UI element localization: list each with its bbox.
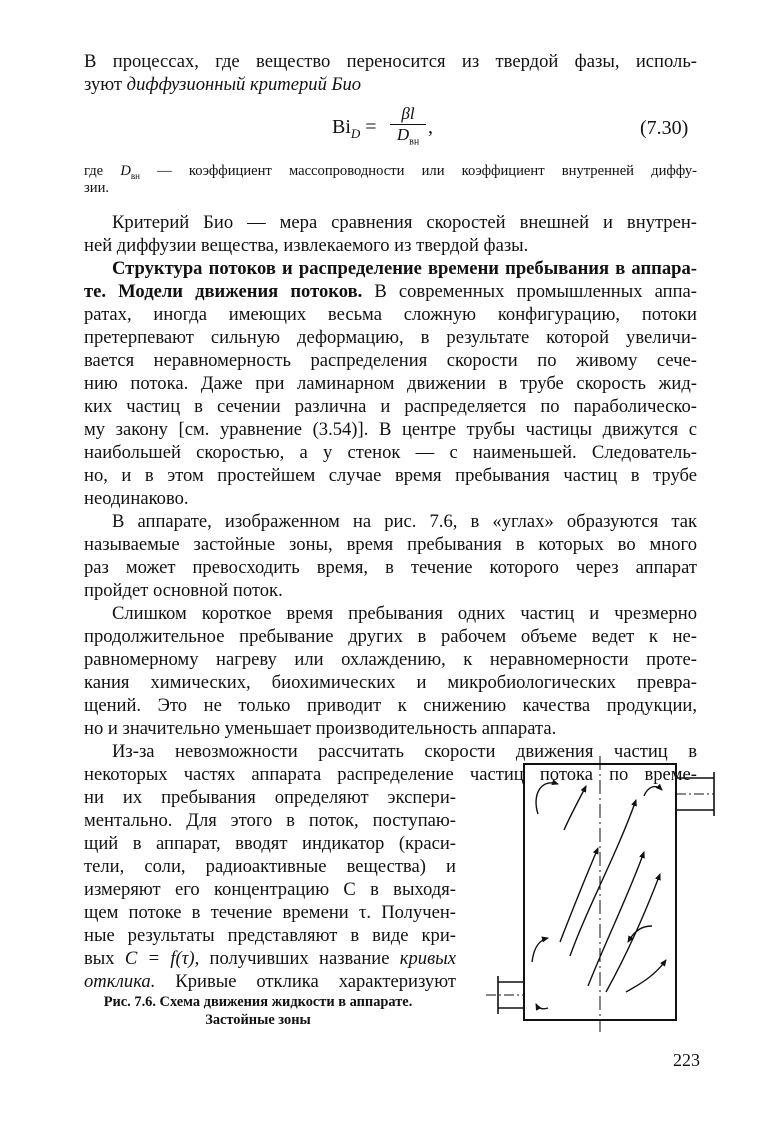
paragraph5-line: продолжительное пребывание других в рабочем объеме ведет к не- <box>84 626 697 647</box>
flow-streamlines <box>532 783 666 1009</box>
paragraph4-line: раз может превосходить время, в течение которого через аппарат <box>84 557 697 578</box>
section-heading-line2 <box>84 280 697 303</box>
formula-lhs-subscript: D <box>350 126 361 141</box>
where-note-line2: зии. <box>84 180 110 196</box>
formula-fraction <box>390 104 426 152</box>
equation-number: (7.30) <box>640 117 689 139</box>
section-heading-bold: те. Модели движения потоков. <box>84 281 363 302</box>
paragraph1-line2-text: зуют <box>84 74 127 95</box>
section-heading-rest: В современных промышленных аппа- <box>362 281 697 302</box>
curve-formula: C = f(τ) <box>124 948 195 969</box>
paragraph6-line: Из-за невозможности рассчитать скорости движения частиц в <box>112 741 697 762</box>
paragraph4-line: В аппарате, изображенном на рис. 7.6, в «углах» образуются так <box>112 511 697 532</box>
curve-line-middle: , получивших название <box>194 948 400 969</box>
section-line: неодинаково. <box>84 488 189 509</box>
streamline <box>628 926 652 942</box>
section-heading-line1: Структура потоков и распределение времени пребывания в аппара- <box>112 258 697 279</box>
streamline <box>564 786 586 830</box>
where-note-text: — коэффициент массопроводности или коэффициент внутренней диффу- <box>139 163 698 179</box>
stagnation-vortex-top-right <box>644 787 662 796</box>
where-note-symbol: D <box>120 163 131 179</box>
paragraph4-line: называемые застойные зоны, время пребывания в которых во много <box>84 534 697 555</box>
where-note-prefix: где <box>84 163 121 179</box>
formula-comma: , <box>428 116 433 138</box>
paragraph6-curve-line <box>84 947 456 970</box>
paragraph4-line: пройдет основной поток. <box>84 580 283 601</box>
formula-numerator: βl <box>401 104 415 123</box>
paragraph2-line1: Критерий Био — мера сравнения скоростей внешней и внутрен- <box>112 212 697 233</box>
paragraph6-line: ментально. Для этого в поток, поступаю- <box>84 810 456 831</box>
paragraph2-line2: ней диффузии вещества, извлекаемого из твердой фазы. <box>84 235 529 256</box>
paragraph6-line: щий в аппарат, вводят индикатор (краси- <box>84 833 456 854</box>
formula-denominator-symbol: D <box>396 125 410 144</box>
streamline <box>626 960 666 992</box>
inlet-pipe <box>486 976 524 1014</box>
curve-line-prefix: вых <box>84 948 125 969</box>
streamline <box>570 800 636 956</box>
formula-equals: = <box>360 116 377 138</box>
paragraph6-last-line <box>84 970 456 993</box>
paragraph5-line: кания химических, биохимических и микробиологических превра- <box>84 672 697 693</box>
response-term: отклика. <box>84 971 156 992</box>
apparatus-flow-diagram <box>476 756 716 1036</box>
section-line: наибольшей скоростью, а у стенок — с наименьшей. Следователь- <box>84 442 697 463</box>
biot-criterion-term: диффузионный критерий Био <box>126 74 362 95</box>
formula-lhs <box>332 116 377 142</box>
paragraph6-line: щем потоке в течение времени τ. Получен- <box>84 902 456 923</box>
paragraph6-line: измеряют его концентрацию С в выходя- <box>84 879 456 900</box>
paragraph6-line: ни их пребывания определяют экспери- <box>84 787 456 808</box>
paragraph5-line: но и значительно уменьшает производительность аппарата. <box>84 718 557 739</box>
paragraph5-line: Слишком короткое время пребывания одних частиц и чрезмерно <box>112 603 697 624</box>
paragraph6-line: тели, соли, радиоактивные вещества) и <box>84 856 456 877</box>
formula-7-30 <box>332 102 442 152</box>
paragraph5-line: равномерному нагреву или охлаждению, к неравномерности проте- <box>84 649 697 670</box>
page-number: 223 <box>673 1050 700 1070</box>
outlet-pipe <box>676 772 714 816</box>
where-note-subscript: вн <box>130 170 140 181</box>
formula-denominator-subscript: вн <box>409 136 420 148</box>
paragraph1-line2 <box>84 73 697 96</box>
last-line-rest: Кривые отклика характеризуют <box>155 971 456 992</box>
stagnation-vortex-bottom-left <box>532 938 548 962</box>
section-line: но, и в этом простейшем случае время пребывания частиц в трубе <box>84 465 697 486</box>
stagnation-vortex-bottom <box>536 1004 548 1009</box>
curve-term: кривых <box>399 948 457 969</box>
formula-bi: Bi <box>332 116 351 138</box>
paragraph5-line: щений. Это не только приводит к снижению качества продукции, <box>84 695 697 716</box>
stagnation-vortex-top-left <box>536 783 558 814</box>
section-line: нию потока. Даже при ламинарном движении в трубе скорость жид- <box>84 373 697 394</box>
formula-denominator <box>390 125 426 152</box>
figure-caption-line1: Рис. 7.6. Схема движения жидкости в аппарате. <box>103 994 413 1010</box>
section-line: претерпевают сильную деформацию, в результате которой увеличи- <box>84 327 697 348</box>
paragraph6-line: некоторых частях аппарата распределение частиц потока по време- <box>84 764 697 785</box>
figure-caption-line2: Застойные зоны <box>205 1012 311 1028</box>
streamline <box>560 848 598 942</box>
section-line: ких частиц в сечении различна и распределяется по параболическо- <box>84 396 697 417</box>
paragraph1-line1: В процессах, где вещество переносится из твердой фазы, исполь- <box>84 51 697 72</box>
streamline <box>588 852 644 986</box>
section-line: му закону [см. уравнение (3.54)]. В центре трубы частицы движутся с <box>84 419 697 440</box>
section-line: вается неравномерность распределения скорости по живому сече- <box>84 350 697 371</box>
paragraph6-line: ные результаты представляют в виде кри- <box>84 925 456 946</box>
section-line: ратах, иногда имеющих весьма сложную конфигурацию, потоки <box>84 304 697 325</box>
